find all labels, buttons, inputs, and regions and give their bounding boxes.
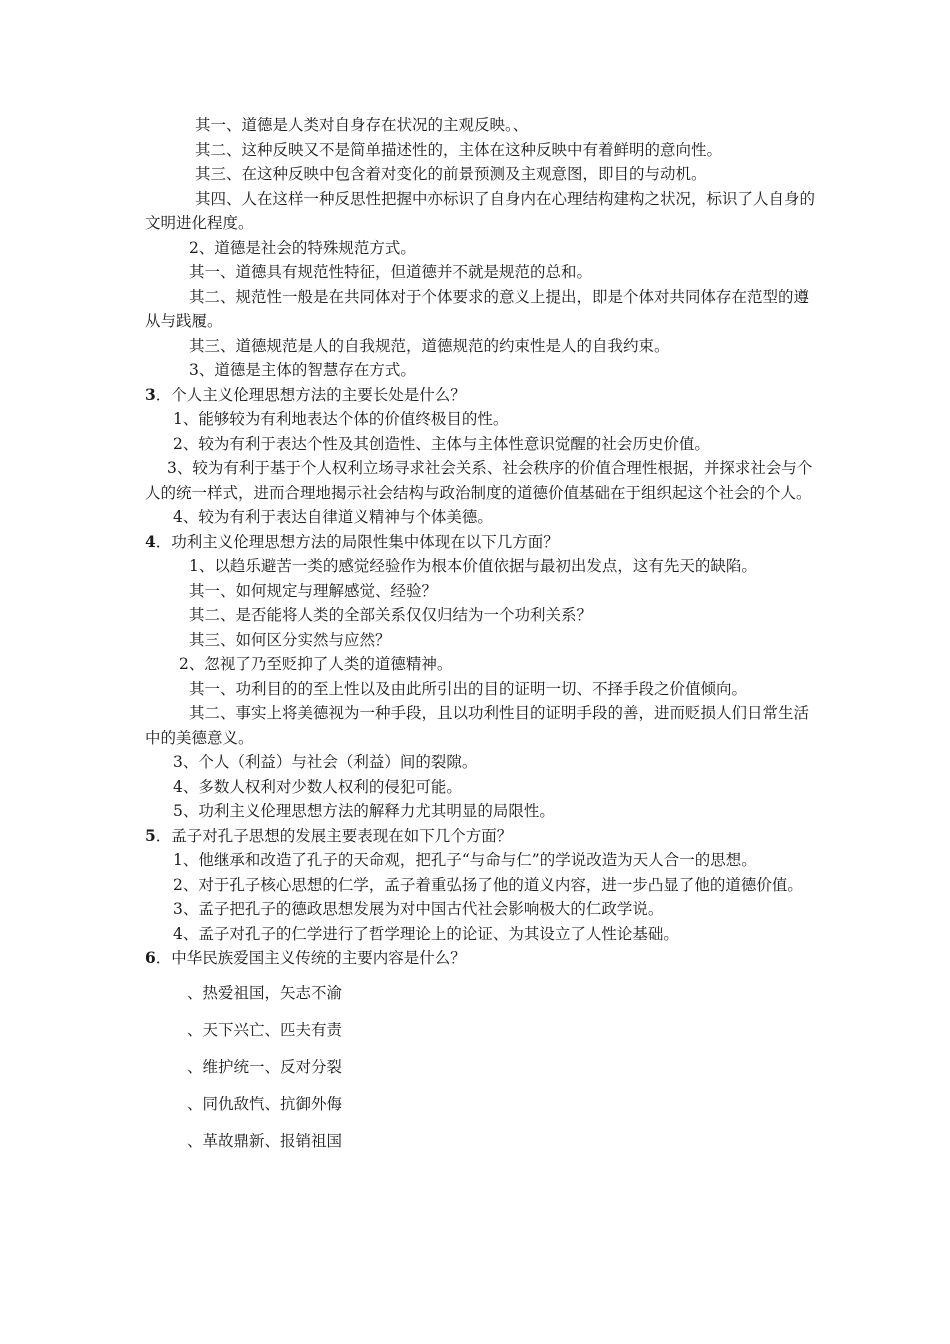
paragraph: 3、较为有利于基于个人权利立场寻求社会关系、社会秩序的价值合理性根据，并探求社会与个人的统一样式，进而合理地揭示社会结构与政治制度的道德价值基础在于组织起这个社会的个人。: [145, 459, 813, 502]
paragraph: 1、能够较为有利地表达个体的价值终极目的性。: [173, 410, 509, 428]
list-item: 、天下兴亡、匹夫有责: [187, 1020, 343, 1039]
paragraph: 4、孟子对孔子的仁学进行了哲学理论上的论证、为其设立了人性论基础。: [173, 924, 679, 943]
paragraph: 其二、规范性一般是在共同体对于个体要求的意义上提出，即是个体对共同体存在范型的遵从与践履。: [145, 287, 810, 330]
paragraph: 其三、道德规范是人的自我规范，道德规范的约束性是人的自我约束。: [189, 336, 670, 355]
question-title: ．个人主义伦理思想方法的主要长处是什么？: [155, 385, 466, 404]
paragraph: 3、道德是主体的智慧存在方式。: [189, 361, 416, 379]
question-heading: [145, 824, 815, 849]
paragraph: 其一、如何规定与理解感觉、经验？: [189, 581, 438, 600]
document-body: [145, 113, 815, 1160]
list-item: 、革故鼎新、报销祖国: [187, 1131, 343, 1150]
paragraph: 2、对于孔子核心思想的仁学，孟子着重弘扬了他的道义内容，进一步凸显了他的道德价值。: [173, 875, 803, 894]
question-number: 3: [145, 384, 156, 404]
paragraph: 5、功利主义伦理思想方法的解释力尤其明显的局限性。: [173, 802, 555, 820]
paragraph: 3、孟子把孔子的德政思想发展为对中国古代社会影响极大的仁政学说。: [173, 900, 664, 918]
question-heading: [145, 946, 815, 971]
paragraph: 4、多数人权利对少数人权利的侵犯可能。: [173, 777, 462, 796]
paragraph: 2、忽视了乃至贬抑了人类的道德精神。: [179, 655, 453, 673]
paragraph: 其二、这种反映又不是简单描述性的，主体在这种反映中有着鲜明的意向性。: [195, 140, 723, 159]
paragraph: 3、个人（利益）与社会（利益）间的裂隙。: [173, 753, 478, 771]
paragraph: 其四、人在这样一种反思性把握中亦标识了自身内在心理结构建构之状况，标识了人自身的文明进化程度。: [145, 189, 816, 232]
question-title: ．功利主义伦理思想方法的局限性集中体现在以下几方面？: [155, 532, 559, 551]
paragraph: 1、以趋乐避苦一类的感觉经验作为根本价值依据与最初出发点，这有先天的缺陷。: [189, 557, 757, 575]
question-number: 5: [145, 825, 156, 845]
paragraph: 4、较为有利于表达自律道义精神与个体美德。: [173, 508, 493, 526]
paragraph: 2、道德是社会的特殊规范方式。: [189, 238, 416, 257]
paragraph: 其三、如何区分实然与应然？: [189, 630, 391, 649]
paragraph: 其三、在这种反映中包含着对变化的前景预测及主观意图，即目的与动机。: [195, 165, 707, 183]
question-number: 6: [145, 948, 156, 967]
question-heading: [145, 530, 815, 555]
list-item: 、维护统一、反对分裂: [187, 1057, 343, 1076]
list-item: 、热爱祖国，矢志不渝: [187, 983, 343, 1002]
question-number: 4: [145, 531, 156, 551]
list-item: 、同仇敌忾、抗御外侮: [187, 1094, 343, 1113]
paragraph: 其二、事实上将美德视为一种手段，且以功利性目的证明手段的善，进而贬损人们日常生活中的美德意义。: [145, 704, 810, 747]
question-title: ．中华民族爱国主义传统的主要内容是什么？: [155, 949, 466, 967]
paragraph: 其二、是否能将人类的全部关系仅仅归结为一个功利关系？: [189, 606, 593, 624]
paragraph: 2、较为有利于表达个性及其创造性、主体与主体性意识觉醒的社会历史价值。: [173, 434, 710, 453]
question-title: ．孟子对孔子思想的发展主要表现在如下几个方面？: [155, 826, 513, 845]
paragraph: 其一、道德具有规范性特征，但道德并不就是规范的总和。: [189, 263, 593, 281]
paragraph: 1、他继承和改造了孔子的天命观，把孔子“与命与仁”的学说改造为天人合一的思想。: [173, 851, 757, 869]
question-heading: [145, 383, 815, 408]
paragraph: 其一、道德是人类对自身存在状况的主观反映。、: [195, 116, 529, 134]
paragraph: 其一、功利目的的至上性以及由此所引出的目的证明一切、不择手段之价值倾向。: [189, 679, 748, 698]
